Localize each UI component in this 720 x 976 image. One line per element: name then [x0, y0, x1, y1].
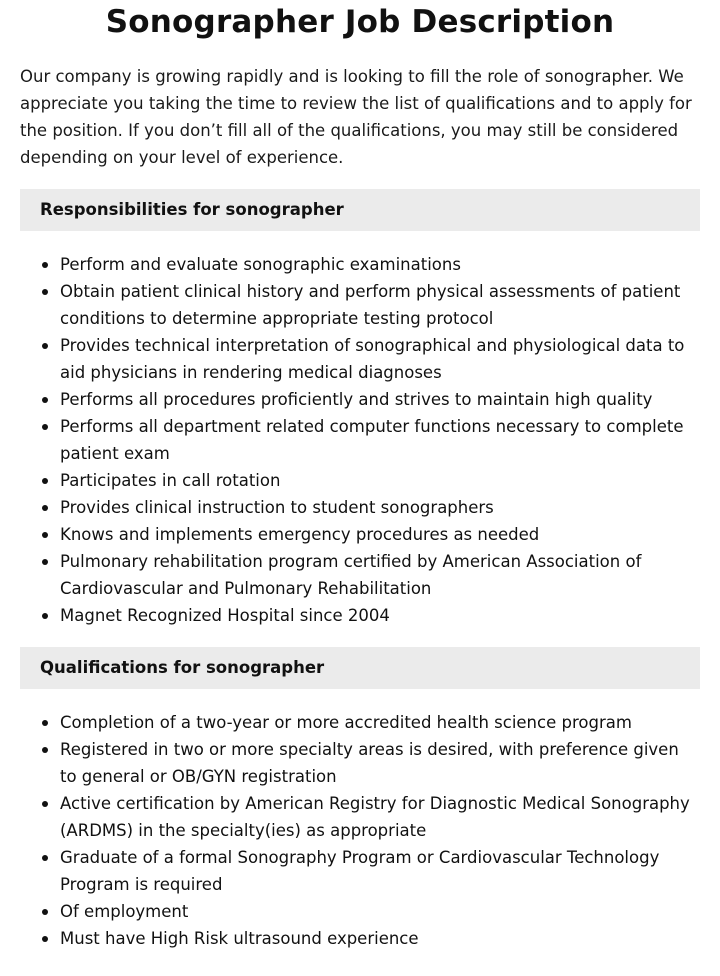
list-item: Active certification by American Registry for Diagnostic Medical Sonography (ARDMS) in the specialty(ies) as appropriate — [60, 790, 700, 844]
list-item: Performs all department related computer functions necessary to complete patient exam — [60, 413, 700, 467]
list-item: Must have High Risk ultrasound experience — [60, 925, 700, 952]
list-item: Knows and implements emergency procedures as needed — [60, 521, 700, 548]
qualifications-list — [20, 709, 700, 952]
list-item: Pulmonary rehabilitation program certified by American Association of Cardiovascular and Pulmonary Rehabilitation — [60, 548, 700, 602]
list-item: Graduate of a formal Sonography Program or Cardiovascular Technology Program is required — [60, 844, 700, 898]
list-item: Obtain patient clinical history and perform physical assessments of patient conditions to determine appropriate testing protocol — [60, 278, 700, 332]
list-item: Completion of a two-year or more accredited health science program — [60, 709, 700, 736]
list-item: Provides clinical instruction to student sonographers — [60, 494, 700, 521]
list-item: Registered in two or more specialty areas is desired, with preference given to general or OB/GYN registration — [60, 736, 700, 790]
list-item: Of employment — [60, 898, 700, 925]
list-item: Perform and evaluate sonographic examinations — [60, 251, 700, 278]
list-item: Magnet Recognized Hospital since 2004 — [60, 602, 700, 629]
intro-paragraph: Our company is growing rapidly and is looking to fill the role of sonographer. We appreciate you taking the time to review the list of qualifications and to apply for the position. If you don’t fill all of the qualifications, you may still be considered depending on your level of experience. — [20, 67, 692, 167]
list-item: Provides technical interpretation of sonographical and physiological data to aid physicians in rendering medical diagnoses — [60, 332, 700, 386]
list-item: Participates in call rotation — [60, 467, 700, 494]
responsibilities-header: Responsibilities for sonographer — [20, 189, 700, 231]
responsibilities-list — [20, 251, 700, 629]
list-item: Performs all procedures proficiently and strives to maintain high quality — [60, 386, 700, 413]
page-title: Sonographer Job Description — [105, 4, 615, 40]
qualifications-header: Qualifications for sonographer — [20, 647, 700, 689]
